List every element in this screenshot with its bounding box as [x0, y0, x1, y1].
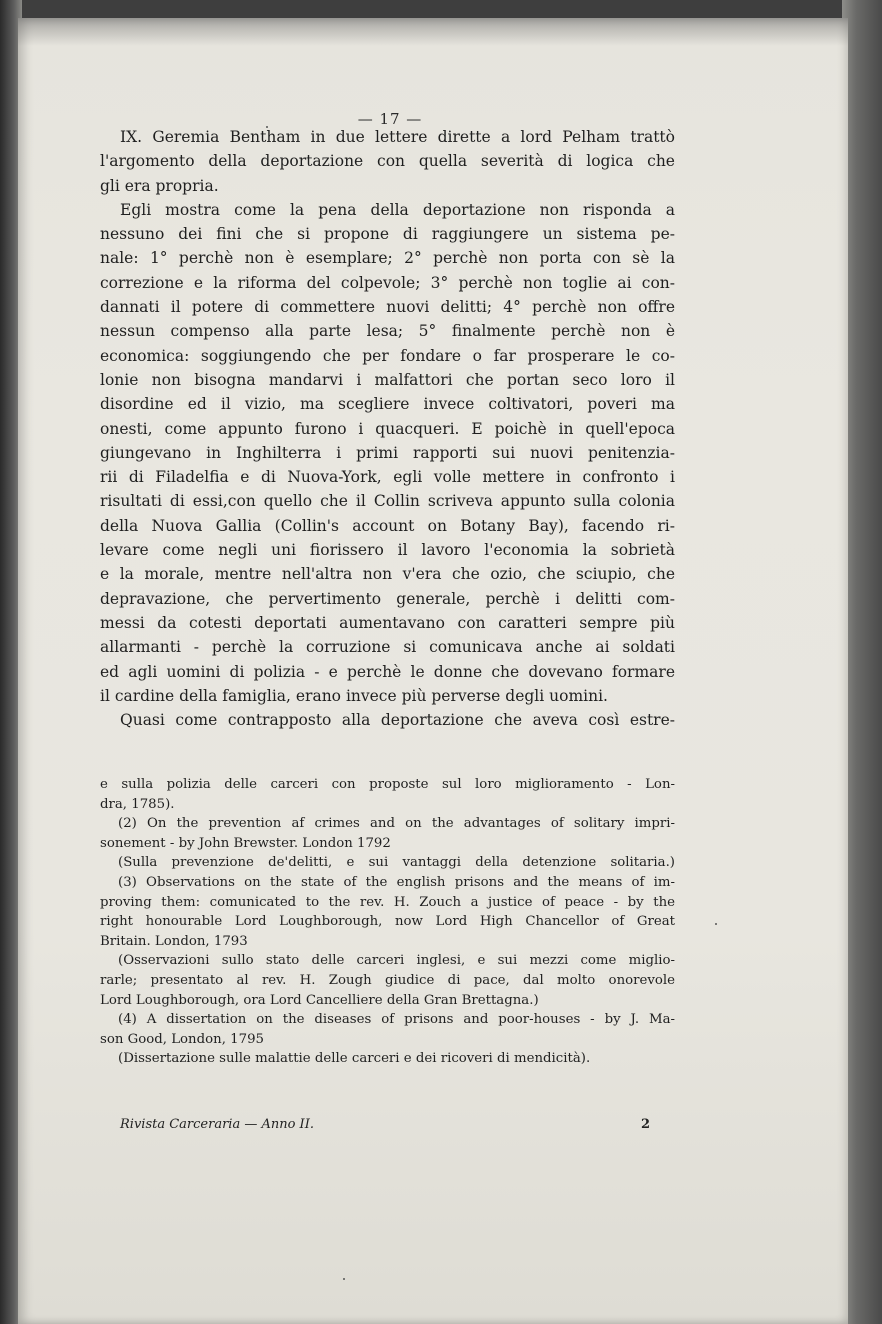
text-line: l'argomento della deportazione con quella severità di logica che [100, 152, 675, 171]
text-line: risultati di essi,con quello che il Collin scriveva appunto sulla colonia [100, 492, 675, 511]
footnote-line: Lord Loughborough, ora Lord Cancelliere della Gran Brettagna.) [100, 992, 539, 1008]
footnote-line: son Good, London, 1795 [100, 1031, 264, 1047]
text-line: levare come negli uni fiorissero il lavoro l'economia la sobrietà [100, 541, 675, 560]
text-line: della Nuova Gallia (Collin's account on Botany Bay), facendo ri- [100, 516, 675, 535]
text-line: giungevano in Inghilterra i primi rapporti sui nuovi penitenzia- [100, 443, 675, 462]
text-line: e la morale, mentre nell'altra non v'era che ozio, che sciupio, che [100, 565, 675, 584]
scan-speck [343, 1278, 345, 1280]
text-line: messi da cotesti deportati aumentavano con caratteri sempre più [100, 613, 675, 632]
text-line: rii di Filadelfia e di Nuova-York, egli volle mettere in confronto i [100, 468, 675, 487]
text-line: nessun compenso alla parte lesa; 5° finalmente perchè non è [100, 322, 675, 341]
scan-right-edge [842, 0, 882, 1324]
text-line: Egli mostra come la pena della deportazione non risponda a [120, 200, 675, 219]
footnote-line: Britain. London, 1793 [100, 933, 248, 949]
footnote-line: (2) On the prevention af crimes and on the advantages of solitary impri- [118, 816, 675, 832]
footnote-line: right honourable Lord Loughborough, now Lord High Chancellor of Great [100, 914, 675, 930]
footnote-line: rarle; presentato al rev. H. Zough giudice di pace, dal molto onorevole [100, 972, 675, 988]
body-paragraphs [100, 125, 675, 732]
main-text [100, 125, 675, 732]
text-line: gli era propria. [100, 176, 219, 195]
journal-title: Rivista Carceraria — Anno II. [120, 1117, 314, 1132]
text-line: disordine ed il vizio, ma scegliere invece coltivatori, poveri ma [100, 395, 675, 414]
text-line: ed agli uomini di polizia - e perchè le donne che dovevano formare [100, 662, 675, 681]
footnote-line: proving them: comunicated to the rev. H. Zouch a justice of peace - by the [100, 894, 675, 910]
page-number: — 17 — [357, 110, 423, 128]
footnote-line: (Osservazioni sullo stato delle carceri inglesi, e sui mezzi come miglio- [118, 953, 675, 969]
text-line: allarmanti - perchè la corruzione si comunicava anche ai soldati [100, 638, 675, 657]
text-line: IX. Geremia Bentham in due lettere dirette a lord Pelham trattò [120, 128, 675, 146]
signature-mark: 2 [640, 1117, 650, 1132]
text-line: lonie non bisogna mandarvi i malfattori che portan seco loro il [100, 370, 675, 389]
footnote-line: (3) Observations on the state of the english prisons and the means of im- [118, 874, 675, 890]
text-line: economica: soggiungendo che per fondare o far prosperare le co- [100, 346, 675, 365]
text-line: correzione e la riforma del colpevole; 3° perchè non toglie ai con- [100, 273, 675, 292]
footnote-line: e sulla polizia delle carceri con proposte sul loro miglioramento - Lon- [100, 777, 675, 792]
footnote-line: sonement - by John Brewster. London 1792 [100, 835, 391, 851]
footnote-line: (Sulla prevenzione de'delitti, e sui vantaggi della detenzione solitaria.) [118, 855, 675, 871]
text-line: il cardine della famiglia, erano invece più perverse degli uomini. [100, 686, 608, 705]
footnotes [100, 775, 675, 1069]
scan-speck [715, 923, 717, 925]
text-line: onesti, come appunto furono i quacqueri. E poichè in quell'epoca [100, 419, 675, 438]
text-line: nessuno dei fini che si propone di raggiungere un sistema pe- [100, 225, 675, 244]
footnote-line: (4) A dissertation on the diseases of prisons and poor-houses - by J. Ma- [118, 1012, 675, 1028]
text-line: nale: 1° perchè non è esemplare; 2° perchè non porta con sè la [100, 249, 675, 268]
footnote-line: dra, 1785). [100, 796, 175, 812]
text-line: depravazione, che pervertimento generale, perchè i delitti com- [100, 589, 675, 608]
text-line: Quasi come contrapposto alla deportazione che aveva così estre- [120, 711, 675, 730]
page-footer [120, 1117, 650, 1132]
text-line: dannati il potere di commettere nuovi delitti; 4° perchè non offre [100, 298, 675, 317]
footnote-line: (Dissertazione sulle malattie delle carceri e dei ricoveri di mendicità). [118, 1051, 591, 1067]
